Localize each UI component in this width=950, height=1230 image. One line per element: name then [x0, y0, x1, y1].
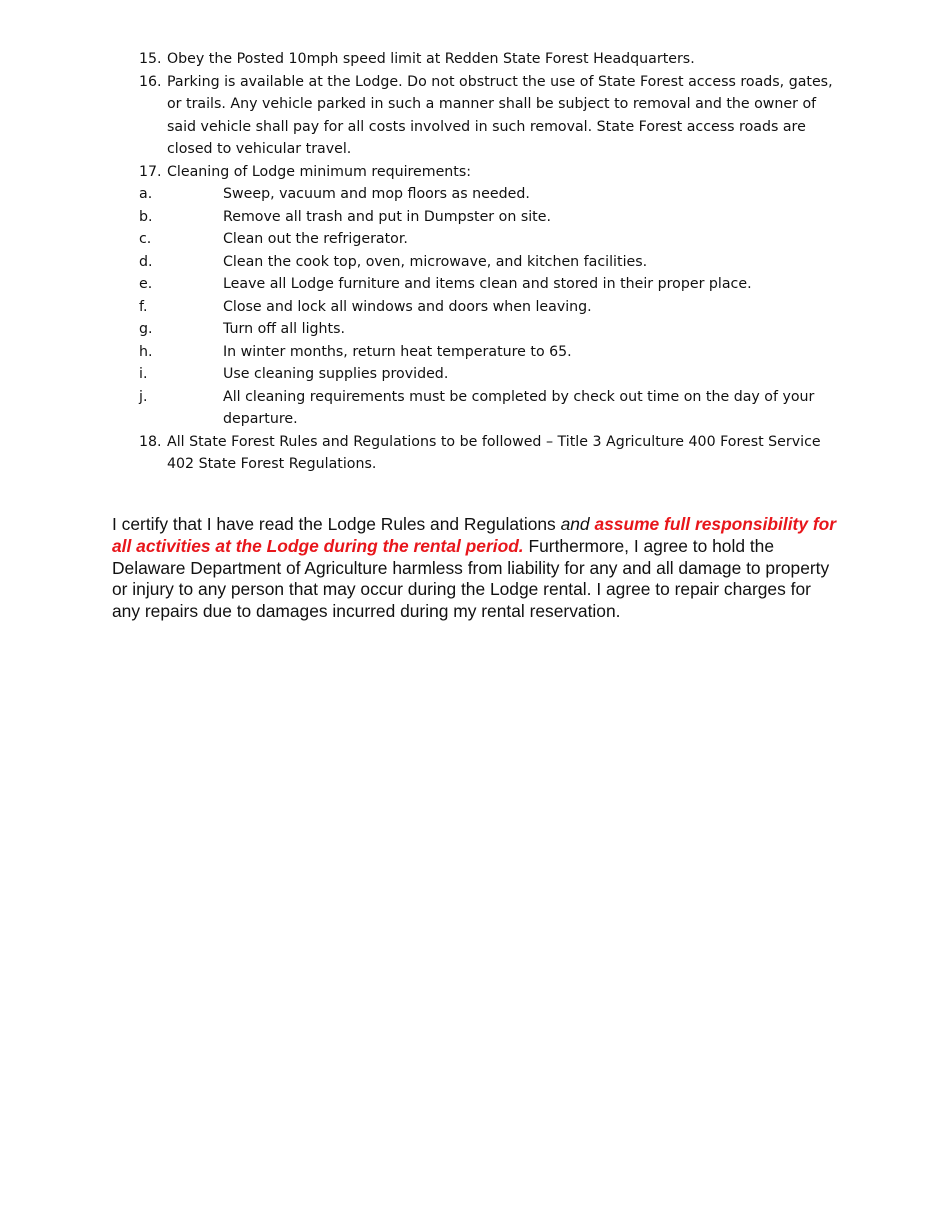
certification-and: and: [560, 514, 595, 535]
rule-number: 17.: [139, 163, 162, 180]
cleaning-text: Turn off all lights.: [223, 321, 345, 337]
cleaning-item: [139, 228, 839, 251]
cleaning-letter: i.: [139, 366, 148, 382]
cleaning-text: Leave all Lodge furniture and items clean and stored in their proper place.: [223, 276, 752, 292]
cleaning-text: Use cleaning supplies provided.: [223, 366, 449, 382]
cleaning-text: Remove all trash and put in Dumpster on site.: [223, 208, 551, 225]
rule-text: Cleaning of Lodge minimum requirements:: [167, 163, 472, 180]
cleaning-letter: e.: [139, 276, 153, 292]
cleaning-item: [139, 251, 839, 274]
cleaning-letter: f.: [139, 298, 148, 315]
cleaning-letter: h.: [139, 343, 153, 360]
rule-number: 16.: [139, 73, 162, 90]
cleaning-letter: a.: [139, 186, 153, 202]
cleaning-letter: g.: [139, 321, 153, 337]
rule-item-16: [139, 71, 839, 161]
cleaning-item: [139, 363, 839, 386]
rule-number: 18.: [139, 433, 162, 450]
cleaning-item: [139, 183, 839, 206]
cleaning-item: [139, 341, 839, 364]
cleaning-text: Clean the cook top, oven, microwave, and kitchen facilities.: [223, 253, 648, 270]
certification-statement: [112, 514, 840, 622]
certification-responsibility-emphasis: assume full responsibility for all activities at the Lodge during the rental period.: [112, 514, 837, 556]
rule-item-15: [139, 48, 839, 71]
rule-text: All State Forest Rules and Regulations to be followed – Title 3 Agriculture 400 Forest Service 402 State Forest Regulations.: [167, 433, 821, 472]
cleaning-letter: b.: [139, 208, 153, 225]
rule-text: Obey the Posted 10mph speed limit at Redden State Forest Headquarters.: [167, 51, 695, 67]
cleaning-item: [139, 296, 839, 319]
cleaning-item: [139, 318, 839, 341]
lodge-rules-list: [139, 48, 839, 476]
cleaning-text: Close and lock all windows and doors when leaving.: [223, 298, 592, 315]
cleaning-letter: j.: [139, 388, 148, 405]
cleaning-requirements-list: [139, 183, 839, 431]
cleaning-text: Clean out the refrigerator.: [223, 231, 408, 247]
cleaning-item: [139, 273, 839, 296]
rule-item-18: [139, 431, 839, 476]
cleaning-text: Sweep, vacuum and mop floors as needed.: [223, 186, 530, 202]
certification-liability-text: Furthermore, I agree to hold the Delaware Department of Agriculture harmless from liability for any and all damage to property or injury to any person that may occur during the Lodge rental. I agree to repair charges for any repairs due to damages incurred during my rental reservation.: [112, 535, 830, 621]
rule-item-17: [139, 161, 839, 184]
cleaning-item: [139, 386, 839, 431]
certification-intro: I certify that I have read the Lodge Rules and Regulations: [112, 514, 561, 535]
cleaning-item: [139, 206, 839, 229]
cleaning-text: All cleaning requirements must be completed by check out time on the day of your departure.: [223, 388, 815, 427]
cleaning-text: In winter months, return heat temperature to 65.: [223, 343, 572, 360]
rule-text: Parking is available at the Lodge. Do not obstruct the use of State Forest access roads, gates, or trails. Any vehicle parked in such a manner shall be subject to removal and the owner of said vehicle shall pay for all costs involved in such removal. State Forest access roads are closed to vehicular travel.: [167, 73, 833, 157]
cleaning-letter: c.: [139, 231, 152, 247]
rule-number: 15.: [139, 51, 162, 67]
cleaning-letter: d.: [139, 253, 153, 270]
